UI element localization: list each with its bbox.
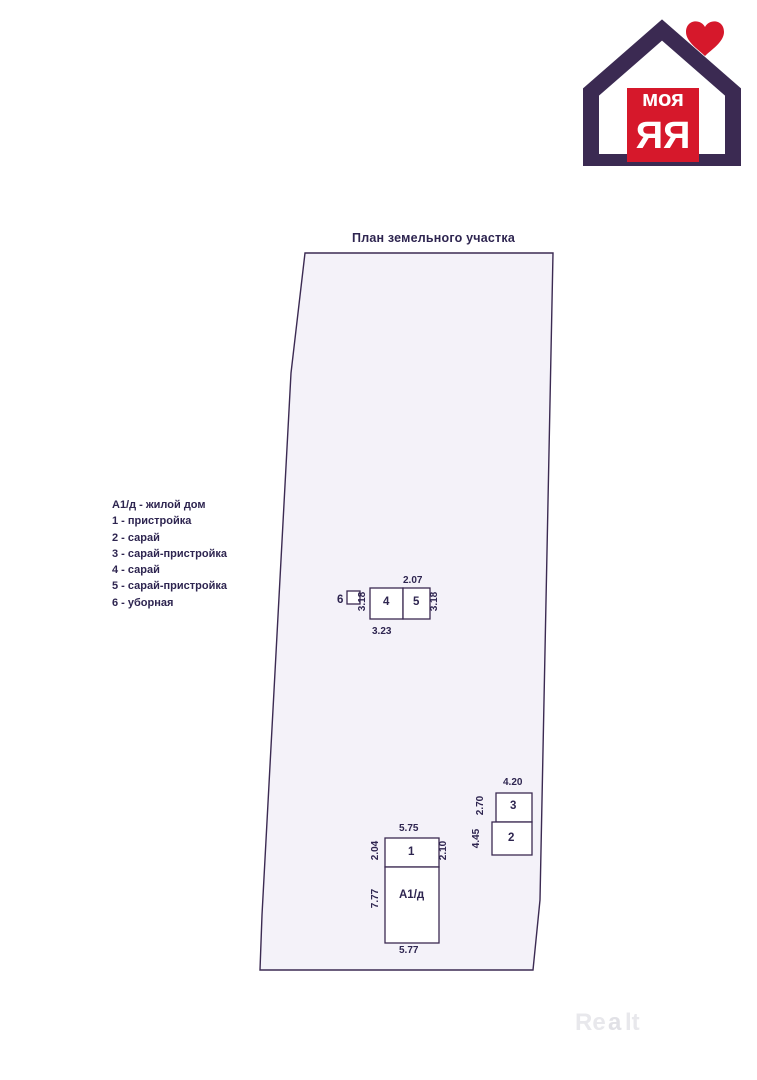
dim-left-3-18: 3.18 (357, 591, 369, 612)
dim-house-7-77: 7.77 (370, 888, 382, 909)
dim-right-2-70: 2.70 (475, 795, 487, 816)
watermark-text-b: a (608, 1009, 622, 1036)
building-4-label: 4 (383, 596, 390, 608)
legend-item-4: 4 - сарай (112, 564, 160, 577)
building-a1d-label: A1/д (399, 889, 425, 901)
logo-text-main: ЯЯ (635, 115, 691, 157)
page-title-text: План земельного участка (352, 231, 515, 245)
dim-house-5-75: 5.75 (399, 823, 419, 834)
legend-item-1: 1 - пристройка (112, 515, 192, 528)
dim-right-4-20: 4.20 (503, 777, 523, 788)
logo-text-top: моя (642, 86, 684, 111)
watermark-text-c: lt (625, 1009, 640, 1036)
dim-bottom-3-23: 3.23 (372, 626, 392, 637)
building-6-label: 6 (337, 594, 344, 606)
building-3-label: 3 (510, 800, 517, 812)
dim-top-2-07: 2.07 (403, 575, 423, 586)
building-5-label: 5 (413, 596, 420, 608)
dim-right-4-45: 4.45 (471, 828, 483, 849)
dim-house-5-77: 5.77 (399, 945, 419, 956)
watermark-text-a: Re (575, 1009, 606, 1036)
building-1-label: 1 (408, 846, 415, 858)
legend-item-6: 6 - уборная (112, 596, 174, 609)
dim-house-2-10: 2.10 (438, 840, 450, 861)
legend-item-5: 5 - сарай-пристройка (112, 580, 227, 593)
building-2-label: 2 (508, 832, 515, 844)
watermark-svg (575, 1008, 725, 1038)
building-a1d-rect (385, 867, 439, 943)
legend-item-0: A1/д - жилой дом (112, 499, 206, 511)
dim-right-3-18: 3.18 (429, 591, 441, 612)
watermark (575, 1008, 725, 1038)
dim-house-2-04: 2.04 (370, 840, 382, 861)
legend-item-3: 3 - сарай-пристройка (112, 547, 227, 560)
legend-item-2: 2 - сарай (112, 531, 160, 544)
